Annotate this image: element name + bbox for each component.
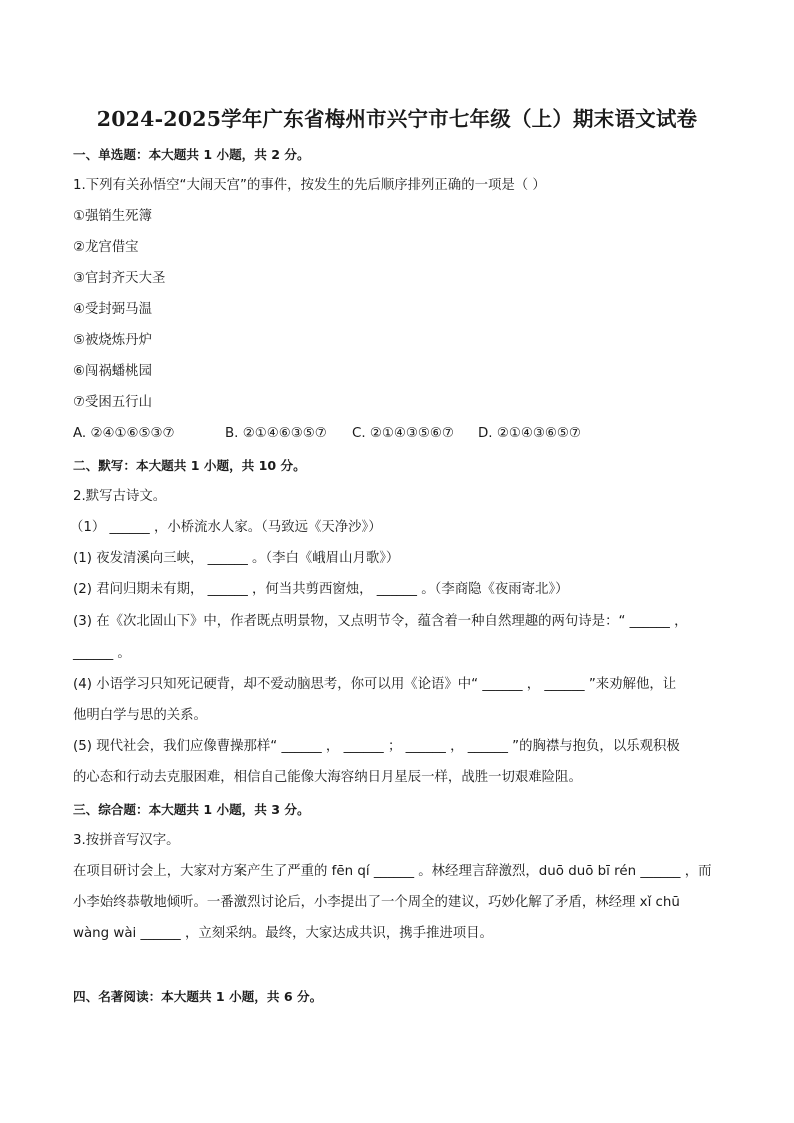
- question-1-options: [73, 425, 581, 443]
- section-header-single-choice: 一、单选题：本大题共 1 小题，共 2 分。: [73, 147, 310, 162]
- pinyin-passage-line: wàng wài ______ ，立刻采纳。最终，大家达成共识，携手推进项目。: [73, 926, 493, 941]
- question-3-stem: 3.按拼音写汉字。: [73, 833, 180, 848]
- dictation-line: （1） ______ ，小桥流水人家。（马致远《天净沙》）: [70, 520, 382, 535]
- question-1-item: ④受封弼马温: [73, 302, 152, 317]
- dictation-line: (2) 君问归期未有期， ______ ，何当共剪西窗烛， ______ 。（李商隐《夜雨寄北》）: [73, 582, 569, 597]
- section-header-comprehensive: 三、综合题：本大题共 1 小题，共 3 分。: [73, 802, 310, 817]
- question-1-item: ③官封齐天大圣: [73, 271, 166, 286]
- pinyin-passage-line: 小李始终恭敬地倾听。一番激烈讨论后，小李提出了一个周全的建议，巧妙化解了矛盾，林经理 xǐ chū: [73, 895, 680, 910]
- option-a[interactable]: A. ②④①⑥⑤③⑦: [73, 426, 175, 441]
- question-2-stem: 2.默写古诗文。: [73, 489, 167, 504]
- dictation-line: (1) 夜发清溪向三峡， ______ 。（李白《峨眉山月歌》）: [73, 551, 400, 566]
- dictation-line: (5) 现代社会，我们应像曹操那样“ ______ ， ______ ； ______ ， ______ ”的胸襟与抱负，以乐观积极: [73, 739, 680, 754]
- dictation-line: 的心态和行动去克服困难，相信自己能像大海容纳日月星辰一样，战胜一切艰难险阻。: [73, 770, 582, 785]
- question-1-item: ⑦受困五行山: [73, 395, 152, 410]
- section-header-dictation: 二、默写：本大题共 1 小题，共 10 分。: [73, 458, 306, 473]
- option-c[interactable]: C. ②①④③⑤⑥⑦: [352, 426, 454, 441]
- question-1-item: ⑤被烧炼丹炉: [73, 333, 152, 348]
- section-header-classic-reading: 四、名著阅读：本大题共 1 小题，共 6 分。: [73, 989, 323, 1004]
- question-1-item: ②龙宫借宝: [73, 240, 139, 255]
- question-1-item: ⑥闯祸蟠桃园: [73, 364, 152, 379]
- dictation-line: (4) 小语学习只知死记硬背，却不爱动脑思考，你可以用《论语》中“ ______ ， ______ ”来劝解他，让: [73, 677, 677, 692]
- option-d[interactable]: D. ②①④③⑥⑤⑦: [478, 426, 581, 441]
- page-title: 2024-2025学年广东省梅州市兴宁市七年级（上）期末语文试卷: [96, 107, 698, 131]
- dictation-line: ______ 。: [73, 646, 131, 661]
- option-b[interactable]: B. ②①④⑥③⑤⑦: [225, 426, 327, 441]
- question-1-stem: 1.下列有关孙悟空“大闹天宫”的事件，按发生的先后顺序排列正确的一项是（ ）: [73, 178, 546, 193]
- dictation-line: 他明白学与思的关系。: [73, 708, 207, 723]
- dictation-line: (3) 在《次北固山下》中，作者既点明景物，又点明节令，蕴含着一种自然理趣的两句诗是：“ ______ ，: [73, 614, 688, 629]
- question-1-item: ①强销生死簿: [73, 209, 152, 224]
- pinyin-passage-line: 在项目研讨会上，大家对方案产生了严重的 fēn qí ______ 。林经理言辞激烈，duō duō bī rén ______ ，而: [73, 864, 712, 879]
